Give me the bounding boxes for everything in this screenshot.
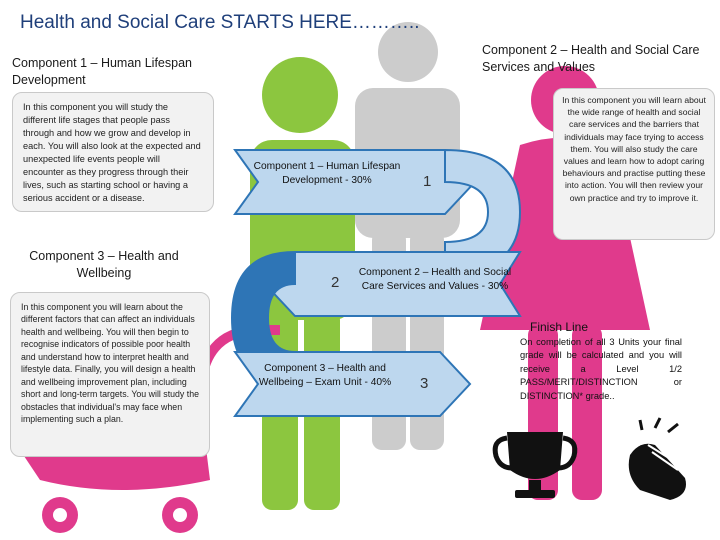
trophy-icon [495, 432, 575, 498]
step1-label: Component 1 – Human Lifespan Development - 30% [253, 161, 401, 186]
component3-description [10, 292, 210, 457]
clapping-hands-icon [629, 418, 686, 500]
component2-description [553, 88, 715, 240]
step2-number: 2 [331, 274, 340, 291]
step2-label: Component 2 – Health and Social Care Services and Values - 30% [358, 267, 512, 292]
step3-label: Component 3 – Health and Wellbeing – Exam Unit - 40% [258, 363, 392, 388]
component1-heading: Component 1 – Human Lifespan Development [12, 56, 192, 87]
step3-number: 3 [420, 375, 429, 392]
component1-description [12, 92, 214, 212]
finish-description: On completion of all 3 Units your final grade will be calculated and you will receive a Level 1/2 PASS/MERIT/DISTINCTION or DISTINCTION* grade.. [520, 337, 682, 401]
component2-body: In this component you will learn about the wide range of health and social care services and the barriers that individuals may face trying to access them. You will also study the care values and learn how to adopt caring behaviours and practise putting these into action. You will then review your own practice and try to improve it. [562, 95, 706, 203]
component2-heading: Component 2 – Health and Social Care Services and Values [482, 43, 700, 74]
page-title: Health and Social Care STARTS HERE……….. [20, 12, 420, 33]
component1-body: In this component you will study the different life stages that people pass through and how we grow and develop in each. You will also look at the expected and unexpected life events people will encounter as they progress through their lives, such as starting school or having a serious accident or a disease. [23, 102, 201, 204]
finish-heading: Finish Line [530, 320, 589, 334]
component3-body: In this component you will learn about the different factors that can affect an individuals health and wellbeing. You will then begin to recognise indicators of possible poor health and understand how to interpret health and lifestyle data. Finally, you will design a health and wellbeing improvement plan, including short and long-term targets. You will study the obstacles that individual's may face when implementing such a plan. [21, 302, 199, 425]
step1-number: 1 [423, 173, 432, 190]
component3-heading: Component 3 – Health and Wellbeing [29, 249, 179, 280]
